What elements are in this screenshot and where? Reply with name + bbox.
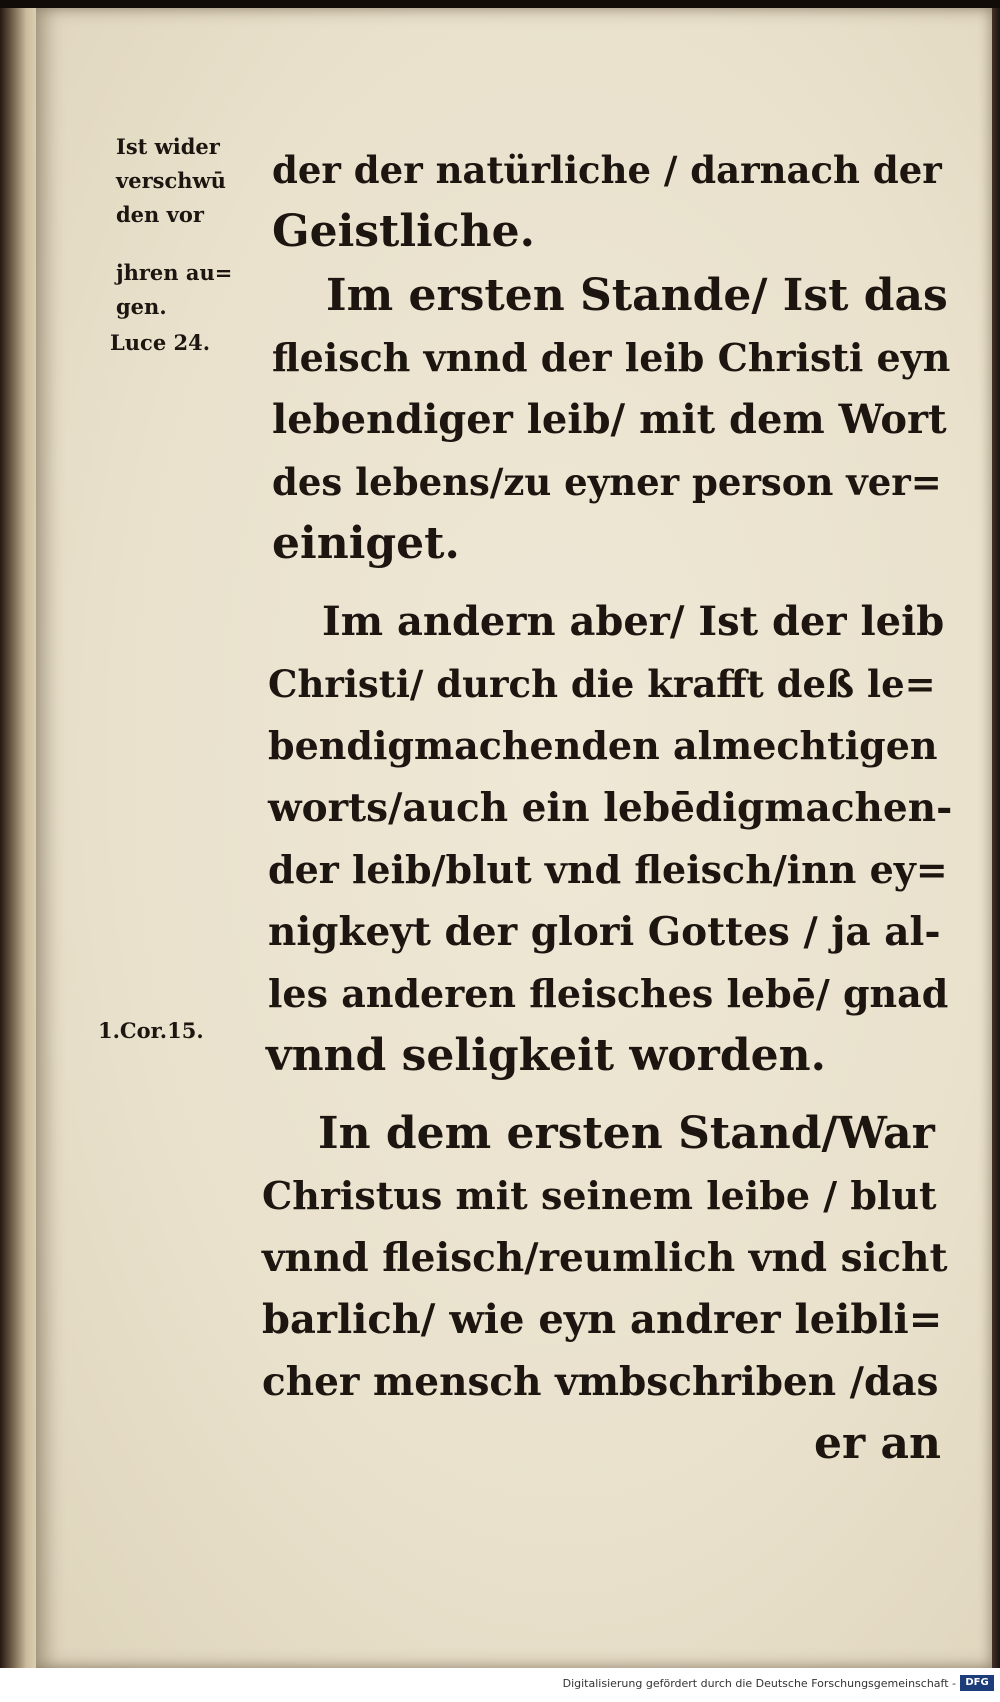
catchword: er an <box>814 1418 941 1469</box>
margin-note-line: jhren au= <box>116 260 233 285</box>
text-line: lebendiger leib/ mit dem Wort <box>272 396 947 443</box>
text-line: der leib/blut vnd fleisch/inn ey= <box>268 847 948 892</box>
text-line: Christus mit seinem leibe / blut <box>262 1173 937 1218</box>
digitization-credit: Digitalisierung gefördert durch die Deutsche Forschungsgemeinschaft - <box>562 1677 956 1690</box>
text-line: des lebens/zu eyner person ver= <box>272 460 942 504</box>
text-line: einiget. <box>272 518 460 569</box>
margin-note-citation: 1.Cor.15. <box>98 1018 204 1043</box>
text-line: bendigmachenden almechtigen <box>268 723 938 768</box>
text-line: nigkeyt der glori Gottes / ja al- <box>268 909 941 955</box>
text-line: barlich/ wie eyn andrer leibli= <box>262 1296 943 1343</box>
margin-note-line: verschwū <box>116 168 226 193</box>
text-line: worts/auch ein lebēdigmachen- <box>268 785 953 831</box>
text-line: les anderen fleisches lebē/ gnad <box>268 971 949 1016</box>
text-line: fleisch vnnd der leib Christi eyn <box>272 335 951 380</box>
text-line: Im ersten Stande/ Ist das <box>326 270 948 321</box>
text-line: Christi/ durch die krafft deß le= <box>268 662 936 706</box>
margin-note-line: den vor <box>116 202 204 227</box>
text-line: vnnd fleisch/reumlich vnd sicht <box>262 1235 948 1281</box>
footer-bar <box>0 1668 1000 1702</box>
text-line: vnnd seligkeit worden. <box>266 1030 826 1081</box>
book-binding-edge <box>0 8 38 1668</box>
dfg-logo: DFG <box>960 1675 994 1691</box>
text-line: der der natürliche / darnach der <box>272 148 942 192</box>
margin-note-line: Ist wider <box>116 134 220 159</box>
text-line: Im andern aber/ Ist der leib <box>322 598 945 645</box>
margin-note-line: gen. <box>116 294 167 319</box>
text-line: In dem ersten Stand/War <box>318 1108 935 1159</box>
text-line: cher mensch vmbschriben /das <box>262 1359 939 1405</box>
book-page <box>36 8 992 1668</box>
text-line: Geistliche. <box>272 206 535 257</box>
margin-note-citation: Luce 24. <box>110 330 211 355</box>
